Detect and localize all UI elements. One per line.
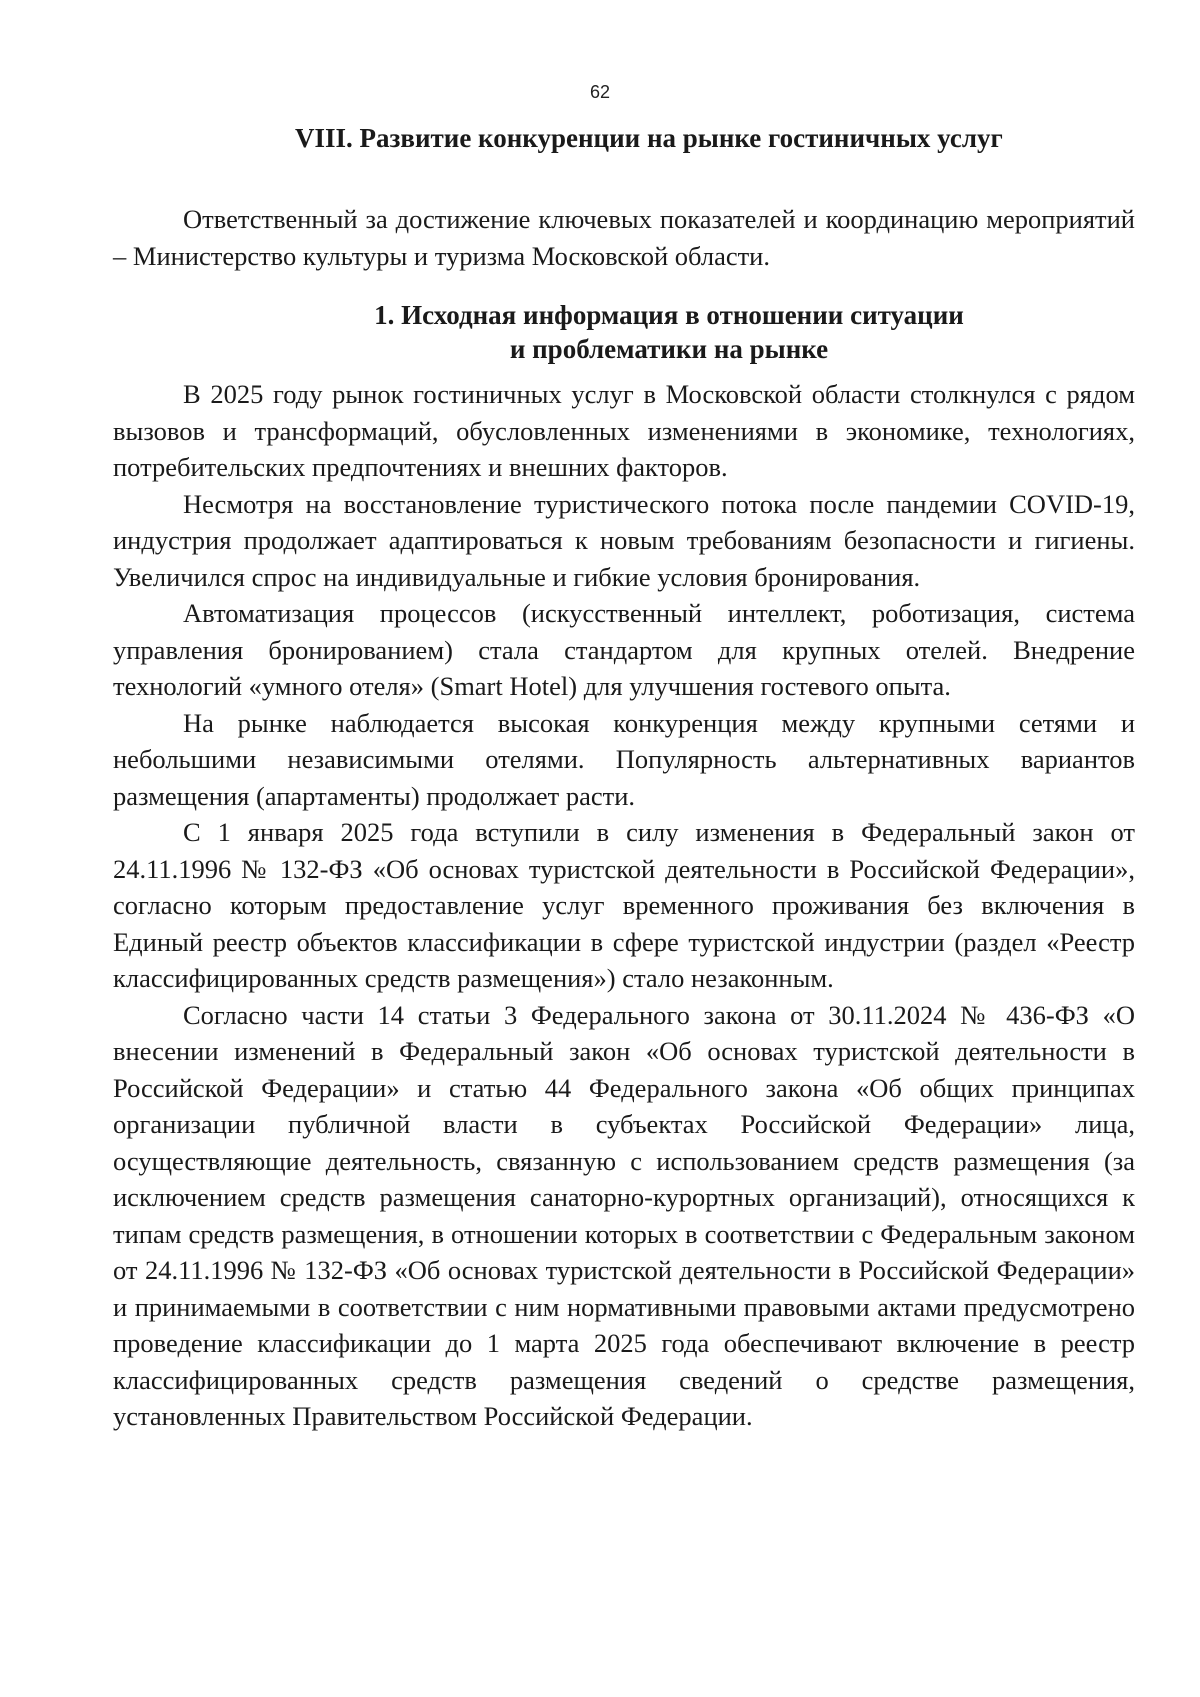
paragraph-federal-law-changes: С 1 января 2025 года вступили в силу изменения в Федеральный закон от 24.11.1996 № 132-ФЗ «Об основах туристской деятельности в Российской Федерации», согласно которым предоставление услуг временного проживания без включения в Единый реестр объектов классификации в сфере туристской индустрии (раздел «Реестр классифицированных средств размещения») стало незаконным. [113, 817, 1135, 993]
paragraph-covid-recovery: Несмотря на восстановление туристического потока после пандемии COVID-19, индустрия продолжает адаптироваться к новым требованиям безопасности и гигиены. Увеличился спрос на индивидуальные и гибкие условия бронирования. [113, 488, 1135, 592]
responsible-paragraph: Ответственный за достижение ключевых показателей и координацию мероприятий – Министерство культуры и туризма Московской области. [113, 204, 1135, 271]
page-number: 62 [589, 82, 611, 102]
subsection-heading [113, 298, 1135, 366]
subsection-heading-line-1: 1. Исходная информация в отношении ситуации [374, 300, 964, 330]
document-body [113, 120, 1135, 1435]
subsection-heading-line-2: и проблематики на рынке [509, 334, 829, 364]
paragraph-automation: Автоматизация процессов (искусственный интеллект, роботизация, система управления бронированием) стала стандартом для крупных отелей. Внедрение технологий «умного отеля» (Smart Hotel) для улучшения гостевого опыта. [113, 598, 1135, 701]
section-title: VIII. Развитие конкуренции на рынке гостиничных услуг [295, 123, 1003, 153]
paragraph-market-challenges: В 2025 году рынок гостиничных услуг в Московской области столкнулся с рядом вызовов и трансформаций, обусловленных изменениями в экономике, технологиях, потребительских предпочтениях и внешних факторов. [113, 379, 1135, 482]
paragraph-law-436: Согласно части 14 статьи 3 Федерального закона от 30.11.2024 № 436-ФЗ «О внесении изменений в Федеральный закон «Об основах туристской деятельности в Российской Федерации» и статью 44 Федерального закона «Об общих принципах организации публичной власти в субъектах Российской Федерации» лица, осуществляющие деятельность, связанную с использованием средств размещения (за исключением средств размещения санаторно-курортных организаций), относящихся к типам средств размещения, в отношении которых в соответствии с Федеральным законом от 24.11.1996 № 132-ФЗ «Об основах туристской деятельности в Российской Федерации» и принимаемыми в соответствии с ним нормативными правовыми актами предусмотрено проведение классификации до 1 марта 2025 года обеспечивают включение в реестр классифицированных средств размещения сведений о средстве размещения, установленных Правительством Российской Федерации. [113, 999, 1135, 1431]
paragraph-competition: На рынке наблюдается высокая конкуренция между крупными сетями и небольшими независимыми отелями. Популярность альтернативных вариантов размещения (апартаменты) продолжает расти. [113, 707, 1135, 811]
